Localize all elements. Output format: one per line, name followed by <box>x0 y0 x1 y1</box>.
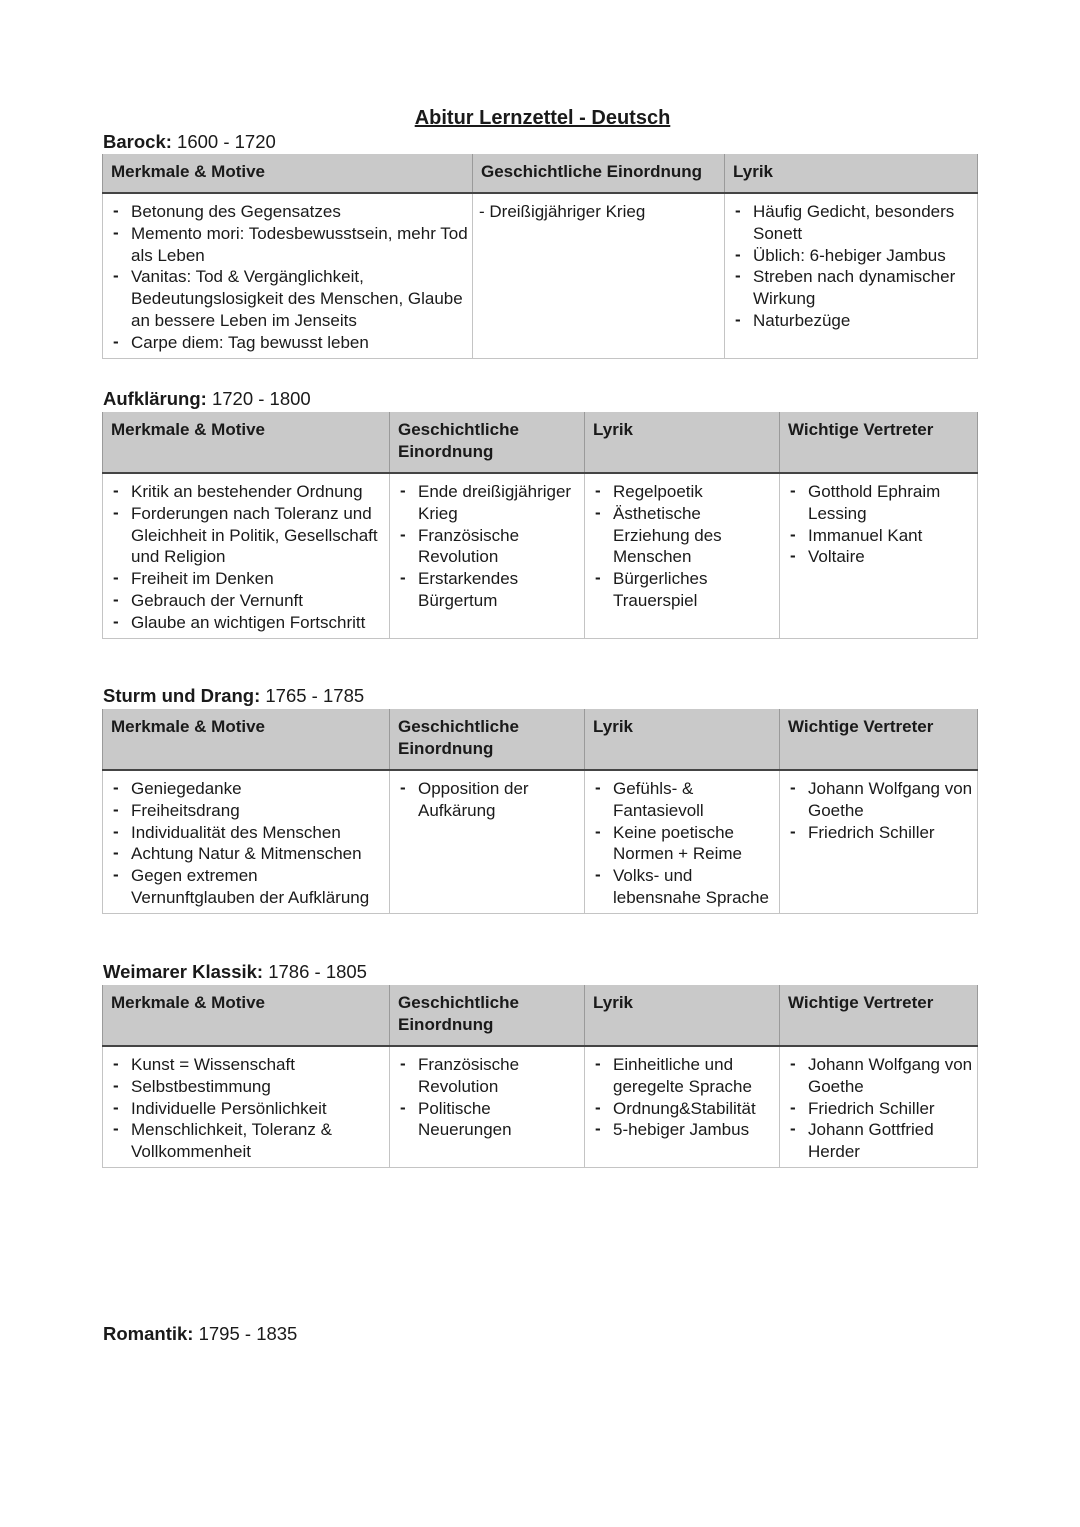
document-title: Abitur Lernzettel - Deutsch <box>414 107 671 129</box>
list-item: - 5-hebiger Jambus <box>591 1119 775 1141</box>
cell-merkmale <box>103 193 473 358</box>
list-item: - Üblich: 6-hebiger Jambus <box>731 245 973 267</box>
list-item: - Dreißigjähriger Krieg <box>479 202 646 221</box>
column-header-einordnung: Geschichtliche Einordnung <box>473 154 725 193</box>
era-years: 1600 - 1720 <box>177 131 276 152</box>
list-item: - Freiheit im Denken <box>109 568 385 590</box>
list-item: - Forderungen nach Toleranz und Gleichheit in Politik, Gesellschaft und Religion <box>109 503 385 568</box>
era-name: Sturm und Drang: <box>103 685 261 706</box>
column-header-lyrik: Lyrik <box>585 985 780 1046</box>
list-item: - Memento mori: Todesbewusstsein, mehr Tod als Leben <box>109 223 468 267</box>
list-item: - Individualität des Menschen <box>109 822 385 844</box>
list-item: - Achtung Natur & Mitmenschen <box>109 843 385 865</box>
era-table-barock <box>102 154 978 359</box>
list-item: - Kritik an bestehender Ordnung <box>109 481 385 503</box>
cell-merkmale <box>103 1046 390 1167</box>
cell-lyrik <box>725 193 978 358</box>
column-header-vertreter: Wichtige Vertreter <box>780 709 978 770</box>
cell-einordnung <box>390 770 585 913</box>
era-table-sturm-und-drang <box>102 709 978 914</box>
list-item: - Volks- und lebensnahe Sprache <box>591 865 775 909</box>
cell-vertreter <box>780 770 978 913</box>
list-item: - Häufig Gedicht, besonders Sonett <box>731 201 973 245</box>
list-item: - Regelpoetik <box>591 481 775 503</box>
era-years: 1720 - 1800 <box>211 388 311 409</box>
era-heading-sturm-und-drang <box>103 685 364 707</box>
list-item: - Carpe diem: Tag bewusst leben <box>109 332 468 354</box>
era-years: 1795 - 1835 <box>198 1323 298 1344</box>
cell-vertreter <box>780 1046 978 1167</box>
list-item: - Voltaire <box>786 546 973 568</box>
list-item: - Einheitliche und geregelte Sprache <box>591 1054 775 1098</box>
column-header-einordnung: Geschichtliche Einordnung <box>390 709 585 770</box>
cell-einordnung <box>390 473 585 638</box>
list-item: - Gotthold Ephraim Lessing <box>786 481 973 525</box>
era-heading-barock <box>103 131 276 153</box>
list-item: - Friedrich Schiller <box>786 822 973 844</box>
era-heading-weimarer-klassik <box>103 961 367 983</box>
list-item: - Gebrauch der Vernunft <box>109 590 385 612</box>
column-header-merkmale: Merkmale & Motive <box>103 985 390 1046</box>
list-item: - Keine poetische Normen + Reime <box>591 822 775 866</box>
column-header-vertreter: Wichtige Vertreter <box>780 412 978 473</box>
cell-merkmale <box>103 473 390 638</box>
list-item: - Französische Revolution <box>396 525 580 569</box>
list-item: - Streben nach dynamischer Wirkung <box>731 266 973 310</box>
list-item: - Glaube an wichtigen Fortschritt <box>109 612 385 634</box>
era-table-weimarer-klassik <box>102 985 978 1168</box>
list-item: - Johann Wolfgang von Goethe <box>786 1054 973 1098</box>
cell-einordnung <box>390 1046 585 1167</box>
era-name: Weimarer Klassik: <box>103 961 264 982</box>
column-header-lyrik: Lyrik <box>585 412 780 473</box>
cell-lyrik <box>585 473 780 638</box>
cell-merkmale <box>103 770 390 913</box>
era-years: 1765 - 1785 <box>265 685 365 706</box>
column-header-lyrik: Lyrik <box>585 709 780 770</box>
list-item: - Johann Gottfried Herder <box>786 1119 973 1163</box>
list-item: - Friedrich Schiller <box>786 1098 973 1120</box>
column-header-lyrik: Lyrik <box>725 154 978 193</box>
cell-vertreter <box>780 473 978 638</box>
column-header-vertreter: Wichtige Vertreter <box>780 985 978 1046</box>
list-item: - Ordnung&Stabilität <box>591 1098 775 1120</box>
list-item: - Ästhetische Erziehung des Menschen <box>591 503 775 568</box>
era-name: Aufklärung: <box>103 388 207 409</box>
column-header-einordnung: Geschichtliche Einordnung <box>390 985 585 1046</box>
column-header-einordnung: Geschichtliche Einordnung <box>390 412 585 473</box>
list-item: - Ende dreißigjähriger Krieg <box>396 481 580 525</box>
era-name: Romantik: <box>103 1323 194 1344</box>
list-item: - Selbstbestimmung <box>109 1076 385 1098</box>
list-item: - Menschlichkeit, Toleranz & Vollkommenheit <box>109 1119 385 1163</box>
column-header-merkmale: Merkmale & Motive <box>103 154 473 193</box>
list-item: - Immanuel Kant <box>786 525 973 547</box>
list-item: - Erstarkendes Bürgertum <box>396 568 580 612</box>
list-item: - Betonung des Gegensatzes <box>109 201 468 223</box>
list-item: - Gefühls- & Fantasievoll <box>591 778 775 822</box>
cell-lyrik <box>585 1046 780 1167</box>
era-heading-romantik <box>103 1323 297 1345</box>
list-item: - Bürgerliches Trauerspiel <box>591 568 775 612</box>
era-years: 1786 - 1805 <box>268 961 367 982</box>
list-item: - Gegen extremen Vernunftglauben der Aufklärung <box>109 865 385 909</box>
list-item: - Individuelle Persönlichkeit <box>109 1098 385 1120</box>
list-item: - Geniegedanke <box>109 778 385 800</box>
list-item: - Politische Neuerungen <box>396 1098 580 1142</box>
era-table-aufklaerung <box>102 412 978 639</box>
list-item: - Französische Revolution <box>396 1054 580 1098</box>
era-heading-aufklaerung <box>103 388 311 410</box>
list-item: - Freiheitsdrang <box>109 800 385 822</box>
column-header-merkmale: Merkmale & Motive <box>103 412 390 473</box>
list-item: - Kunst = Wissenschaft <box>109 1054 385 1076</box>
list-item: - Vanitas: Tod & Vergänglichkeit, Bedeutungslosigkeit des Menschen, Glaube an bessere Leben im Jenseits <box>109 266 468 331</box>
list-item: - Opposition der Aufkärung <box>396 778 580 822</box>
list-item: - Johann Wolfgang von Goethe <box>786 778 973 822</box>
list-item: - Naturbezüge <box>731 310 973 332</box>
era-name: Barock: <box>103 131 172 152</box>
cell-einordnung <box>473 193 725 358</box>
cell-lyrik <box>585 770 780 913</box>
column-header-merkmale: Merkmale & Motive <box>103 709 390 770</box>
